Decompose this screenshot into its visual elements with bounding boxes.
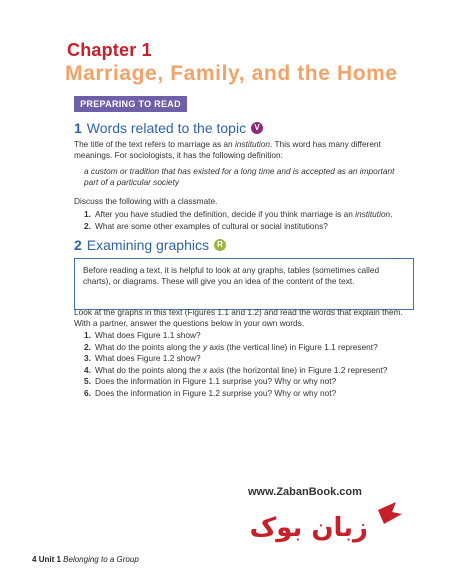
list-item: 1. What does Figure 1.1 show? <box>84 330 201 340</box>
list-item: 4. What do the points along the x axis (the horizontal line) in Figure 1.2 represent? <box>84 364 388 375</box>
discuss-instruction: Discuss the following with a classmate. <box>74 196 218 206</box>
page-footer <box>32 555 139 564</box>
zabanbook-logo-icon <box>240 498 410 544</box>
reading-badge-icon: R <box>214 239 226 251</box>
tip-box-text: Before reading a text, it is helpful to look at any graphs, tables (sometimes called charts), or diagrams. These will give you an idea of the content of the text. <box>83 265 380 286</box>
tip-box <box>74 258 414 310</box>
section-1-number: 1 <box>74 120 82 136</box>
section-2-paragraph: Look at the graphs in this text (Figures 1.1 and 1.2) and read the words that explain them. With a partner, answer the questions below in your own words. <box>74 307 403 328</box>
term-institution: institution <box>234 139 271 149</box>
list-item: 2. What are some other examples of cultural or social institutions? <box>84 220 328 231</box>
section-2-questions <box>84 330 414 400</box>
list-item: 3. What does Figure 1.2 show? <box>84 353 201 364</box>
section-1-heading <box>74 120 263 136</box>
section-2-heading <box>74 237 226 253</box>
list-item: 1. After you have studied the definition, decide if you think marriage is an institution. <box>84 209 393 219</box>
list-item: 2. What do the points along the y axis (the vertical line) in Figure 1.1 represent? <box>84 341 378 352</box>
page-number: 4 <box>32 555 37 564</box>
section-band: PREPARING TO READ <box>74 96 187 112</box>
section-1-title: Words related to the topic <box>86 120 247 136</box>
list-item: 5. Does the information in Figure 1.1 surprise you? Why or why not? <box>84 376 337 387</box>
section-2-number: 2 <box>74 237 82 253</box>
section-2-title: Examining graphics <box>86 237 209 253</box>
vocabulary-badge-icon: V <box>251 122 263 134</box>
section-1-paragraph: The title of the text refers to marriage as an institution. This word has many different meanings. For sociologists, it has the following definition: <box>74 139 381 160</box>
unit-title: Belonging to a Group <box>63 555 139 564</box>
svg-text:زبان بوک: زبان بوک <box>249 513 368 543</box>
watermark <box>240 486 410 544</box>
chapter-label: Chapter 1 <box>67 40 152 60</box>
chapter-title: Marriage, Family, and the Home <box>65 62 398 85</box>
definition-text: a custom or tradition that has existed for a long time and is accepted as an important part of a particular society <box>84 166 395 187</box>
unit-label: Unit 1 <box>38 555 61 564</box>
watermark-url: www.ZabanBook.com <box>248 486 362 498</box>
section-1-questions <box>84 209 414 232</box>
list-item: 6. Does the information in Figure 1.2 surprise you? Why or why not? <box>84 387 337 398</box>
